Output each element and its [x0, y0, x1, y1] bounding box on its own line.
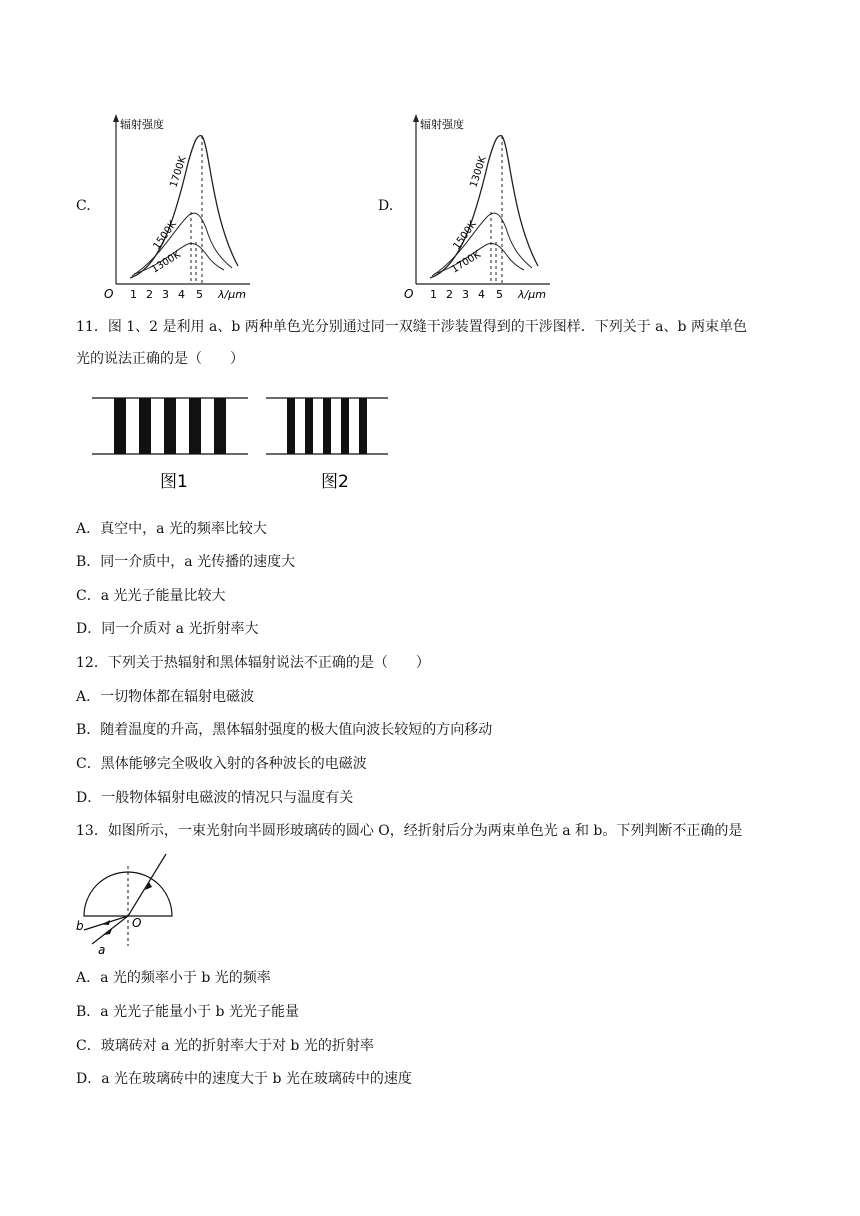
x-tick: 3: [162, 288, 169, 301]
x-tick: 5: [196, 288, 203, 301]
q12-option-a: A．一切物体都在辐射电磁波: [76, 689, 255, 705]
q11-option-c: C．a 光光子能量比较大: [76, 588, 226, 604]
origin-label: O: [104, 287, 114, 301]
curve-1: [130, 136, 238, 278]
curve-label: 1300K: [149, 249, 183, 276]
x-tick: 5: [496, 288, 503, 301]
x-tick: 2: [446, 288, 453, 301]
label-a: a: [98, 943, 106, 957]
curve-label: 1500K: [151, 219, 179, 252]
fig1-caption: 图1: [160, 472, 188, 492]
option-c-label: C.: [76, 198, 91, 214]
y-axis-label: 辐射强度: [120, 118, 164, 131]
q12-option-d: D．一般物体辐射电磁波的情况只与温度有关: [76, 790, 354, 806]
curve-label: 1700K: [449, 249, 483, 276]
fig2-fringes: [287, 398, 367, 454]
q11-stem-line2: 光的说法正确的是（ ）: [76, 351, 244, 367]
q13-option-c: C．玻璃砖对 a 光的折射率大于对 b 光的折射率: [76, 1038, 374, 1054]
x-axis-label: λ/μm: [518, 288, 546, 301]
x-tick: 1: [130, 288, 137, 301]
q11-option-d: D．同一介质对 a 光折射率大: [76, 621, 259, 637]
curve-label: 1700K: [168, 155, 189, 189]
curve-label: 1500K: [451, 219, 479, 252]
curve-label: 1300K: [468, 155, 489, 189]
x-tick: 4: [478, 288, 485, 301]
x-axis-label: λ/μm: [218, 288, 246, 301]
q12-stem: 12．下列关于热辐射和黑体辐射说法不正确的是（ ）: [76, 655, 430, 671]
q13-stem: 13．如图所示，一束光射向半圆形玻璃砖的圆心 O，经折射后分为两束单色光 a 和 b。下列判断不正确的是: [76, 823, 743, 839]
q11-option-b: B．同一介质中，a 光传播的速度大: [76, 554, 296, 570]
blackbody-chart-c: [100, 108, 280, 303]
fig2-caption: 图2: [321, 472, 349, 492]
q11-option-a: A．真空中，a 光的频率比较大: [76, 521, 267, 537]
x-tick: 4: [178, 288, 185, 301]
origin-label: O: [404, 287, 414, 301]
x-tick: 1: [430, 288, 437, 301]
label-O: O: [132, 916, 142, 930]
option-d-label: D.: [378, 198, 394, 214]
blackbody-chart-d: [400, 108, 580, 303]
x-tick-labels: [430, 288, 503, 301]
q13-option-a: A．a 光的频率小于 b 光的频率: [76, 970, 271, 986]
curve-1: [430, 136, 538, 278]
q11-stem-line1: 11．图 1、2 是利用 a、b 两种单色光分别通过同一双缝干涉装置得到的干涉图样．下列关于 a、b 两束单色: [76, 319, 747, 335]
x-tick: 2: [146, 288, 153, 301]
q12-option-c: C．黑体能够完全吸收入射的各种波长的电磁波: [76, 756, 367, 772]
x-tick: 3: [462, 288, 469, 301]
y-axis-label: 辐射强度: [420, 118, 464, 131]
fig1-fringes: [114, 398, 226, 454]
q12-option-b: B．随着温度的升高，黑体辐射强度的极大值向波长较短的方向移动: [76, 722, 493, 738]
q13-option-b: B．a 光光子能量小于 b 光光子能量: [76, 1004, 299, 1020]
q13-option-d: D．a 光在玻璃砖中的速度大于 b 光在玻璃砖中的速度: [76, 1071, 412, 1087]
semicircle-glass-figure: [72, 848, 184, 958]
interference-figures: [90, 393, 390, 498]
label-b: b: [76, 919, 84, 933]
x-tick-labels: [130, 288, 203, 301]
